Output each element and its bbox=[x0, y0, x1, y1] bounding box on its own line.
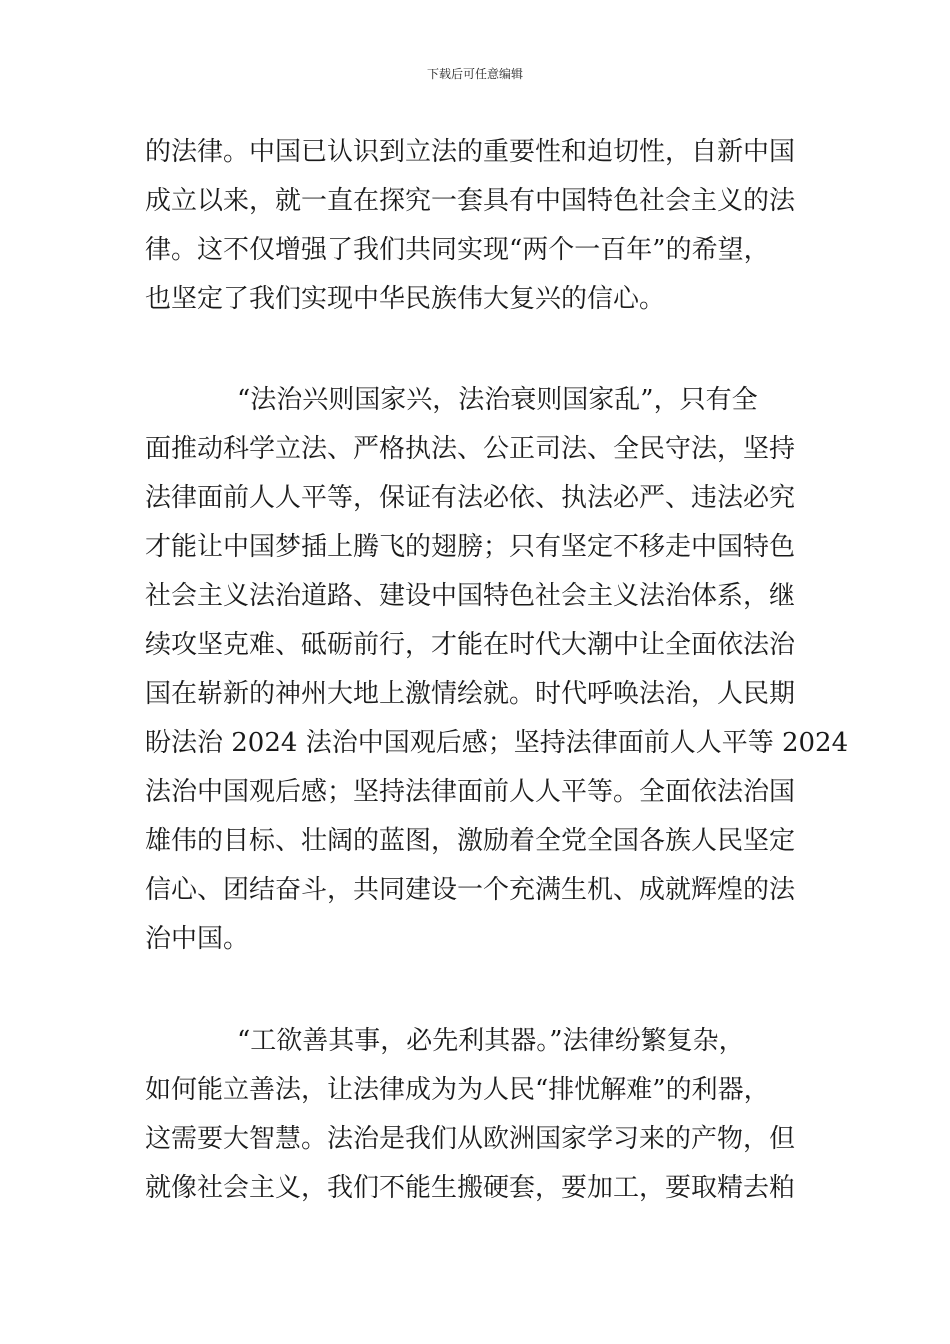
text-line: 面推动科学立法、严格执法、公正司法、全民守法，坚持 bbox=[145, 434, 796, 464]
text-line: 治中国。 bbox=[145, 924, 250, 954]
page-header: 下载后可任意编辑 bbox=[426, 67, 523, 81]
text-line: 法律面前人人平等，保证有法必依、执法必严、违法必究 bbox=[145, 483, 796, 513]
paragraph-3 bbox=[145, 1017, 810, 1213]
text-line: 续攻坚克难、砥砺前行，才能在时代大潮中让全面依法治 bbox=[145, 630, 796, 660]
text-line: 才能让中国梦插上腾飞的翅膀；只有坚定不移走中国特色 bbox=[145, 532, 796, 562]
text-line: 的法律。中国已认识到立法的重要性和迫切性，自新中国 bbox=[145, 137, 796, 167]
paragraph-spacer bbox=[145, 324, 810, 376]
text-line: 社会主义法治道路、建设中国特色社会主义法治体系，继 bbox=[145, 581, 796, 611]
text-line: “工欲善其事，必先利其器。”法律纷繁复杂， bbox=[237, 1026, 745, 1056]
text-line: 雄伟的目标、壮阔的蓝图，激励着全党全国各族人民坚定 bbox=[145, 826, 796, 856]
document-body bbox=[145, 128, 849, 1213]
paragraph-2 bbox=[145, 376, 849, 964]
text-line: 这需要大智慧。法治是我们从欧洲国家学习来的产物，但 bbox=[145, 1124, 796, 1154]
text-line: 信心、团结奋斗，共同建设一个充满生机、成就辉煌的法 bbox=[145, 875, 796, 905]
text-line: 国在崭新的神州大地上激情绘就。时代呼唤法治，人民期 bbox=[145, 679, 796, 709]
text-line: “法治兴则国家兴，法治衰则国家乱”，只有全 bbox=[237, 385, 758, 415]
paragraph-spacer bbox=[145, 964, 810, 1017]
text-line: 法治中国观后感；坚持法律面前人人平等。全面依法治国 bbox=[145, 777, 796, 807]
text-line: 律。这不仅增强了我们共同实现“两个一百年”的希望， bbox=[145, 235, 770, 265]
text-line: 也坚定了我们实现中华民族伟大复兴的信心。 bbox=[145, 284, 666, 314]
text-line: 成立以来，就一直在探究一套具有中国特色社会主义的法 bbox=[145, 186, 796, 216]
text-line: 如何能立善法，让法律成为为人民“排忧解难”的利器， bbox=[145, 1075, 770, 1105]
text-line: 就像社会主义，我们不能生搬硬套，要加工，要取精去粕 bbox=[145, 1173, 796, 1203]
text-line: 盼法治 2024 法治中国观后感；坚持法律面前人人平等 2024 bbox=[145, 728, 849, 758]
paragraph-1 bbox=[145, 128, 810, 324]
